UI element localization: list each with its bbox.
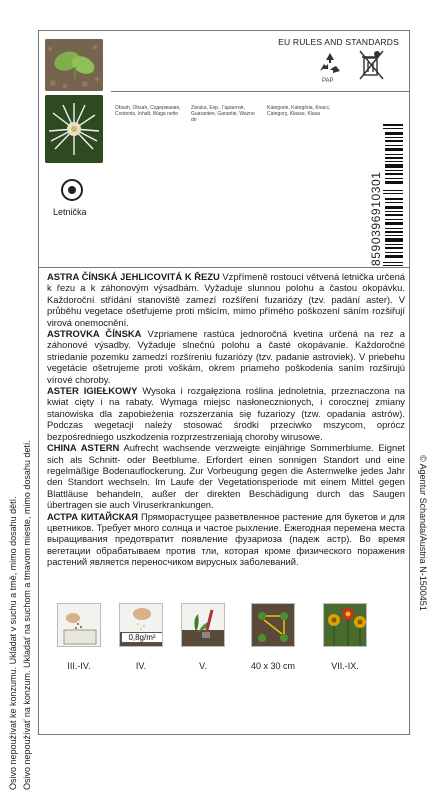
desc-sk-text: Vzpriamene rastúca jednoročná kvetina určená na rez a záhonové výsadby. Vyžaduje slnečnú polohu a časté okopávanie. Každoročné striedanie pozemku zamedzí rozšíreniu fuzariózy (tzv. padanie astroviek). V priebehu vegetácie ošetrujeme proti voškám, okrem priameho poškodenia saním rozširujú vírové choroby.: [47, 328, 405, 385]
seed-dose: 0,8g/m²: [121, 632, 163, 643]
desc-pl-text: Wysoka i rozgałęziona roślina jednoletnia, przeznaczona na kwiat cięty i na rabaty. Wymaga miejsc nasłonecznionych, i corocznej zmiany stanowiska dla zapobieżenia rozszerzania się fuzariozy (tzw. opadania astrów). Podczas wegetacji należy stosować środki przeciwko mszycom, oprócz bezpośredniego uszkodzenia rozprzestrzeniają choroby wirusowe.: [47, 385, 405, 442]
step-sow-indoors-icon: [57, 603, 101, 647]
sowing-steps: [47, 603, 399, 653]
desc-de: [47, 442, 405, 510]
label-months-5: VII.-IX.: [331, 661, 359, 671]
desc-cz: [47, 271, 405, 328]
storage-note-sk: Osivo nepoužívať na konzum. Uklada​ť na suchom a tmavom mieste, mimo dosahu detí.: [22, 440, 32, 790]
desc-cz-text: Vzpřímeně rostoucí větvená letnička určená k řezu a k záhonovým výsadbám. Vyžaduje slunnou polohu a častou okopávku. Každoroční střídání stanoviště zamezí rozšíření fuzariózy (tzv. padání aster). V průběhu vegetace ošetřujeme proti mšicím, mimo přímého poškození sáním rozšiřují virová onemocnění.: [47, 271, 405, 328]
eu-rules-title: EU RULES AND STANDARDS: [278, 37, 399, 47]
step-spacing-icon: [251, 603, 295, 647]
step-sow-outdoors-icon: [119, 603, 163, 647]
label-months-2: IV.: [135, 661, 147, 671]
legend-contents: Obsah, Obsah, Содержание, Contents, Inhalt, Wagа netto: [115, 105, 181, 118]
desc-cz-title: ASTRA ČÍNSKÁ JEHLICOVITÁ K ŘEZU: [47, 271, 220, 282]
desc-pl: [47, 385, 405, 442]
credit-text: © Agentur Schanda/Austria N-1500451: [418, 455, 428, 611]
label-months-3: V.: [199, 661, 207, 671]
storage-note-cz: Osivo nepoužívat ke konzumu. Ukládat v suchu a tmě, mimo dosahu dětí.: [8, 496, 18, 790]
label-months-1: III.-IV.: [67, 661, 91, 671]
label-spacing: 40 x 30 cm: [250, 661, 296, 671]
full-sun-icon: [61, 179, 83, 201]
header-divider: [111, 91, 409, 92]
step-transplant-icon: [181, 603, 225, 647]
pap-label: PAP: [322, 78, 334, 84]
seed-packet-back: [38, 30, 410, 735]
desc-sk: [47, 328, 405, 385]
barcode: [369, 124, 403, 266]
description: [47, 271, 405, 568]
desc-sk-title: ASTROVKA ČÍNSKA: [47, 328, 142, 340]
desc-ru: [47, 511, 405, 568]
barcode-number: 8590396910301: [369, 171, 383, 266]
flower-photo: [45, 95, 103, 163]
desc-pl-title: ASTER IGIEŁKOWY: [47, 385, 138, 397]
legend-guarantee: Záruka, Exp., Гарантия, Guarantee, Garantie, Ważne do: [191, 105, 255, 124]
bin-icon: [357, 49, 385, 81]
desc-de-title: CHINA ASTERN: [47, 442, 120, 454]
steps-labels: [47, 661, 399, 675]
desc-de-text: Aufrecht wachsende verzweigte einjährige Sommerblume. Eignet sich als Schnitt- oder Beetblume. Erfordert einen sonnigen Standort und eine regelmäßige Bodenauflockerung. Zur Vorbeugung gegen die Asternwelke jedes Jahr den Standort wechseln. Im Laufe der Vegetationsperiode mit einem Mittel gegen Blattläuse behandeln, außer der direkten Beschädigung durch das Saugen übertragen sie auch Viruserkrankungen.: [47, 442, 406, 511]
seedling-photo: [45, 39, 103, 91]
legend-category: Kategorie, Kategória, Класс, Category, Klasse, Klasa: [267, 105, 331, 118]
step-flowering-icon: [323, 603, 367, 647]
annual-label: Letnička: [53, 207, 87, 217]
desc-ru-text: Пряморастущее разветвленное растение для букетов и для цветников. Требует много солнца и частое рыхление. Ежегодная перемена места выращивания предотвратит появление фузариоза (падеж астр). Во время вегетации обрабатываем против тли, которая кроме физического поражения растений является переносчиком вирусных заболеваний.: [47, 510, 405, 568]
top-section-divider: [39, 267, 409, 268]
desc-ru-title: АСТРА КИТАЙСКАЯ: [47, 510, 139, 522]
recycle-icon: [317, 51, 343, 77]
